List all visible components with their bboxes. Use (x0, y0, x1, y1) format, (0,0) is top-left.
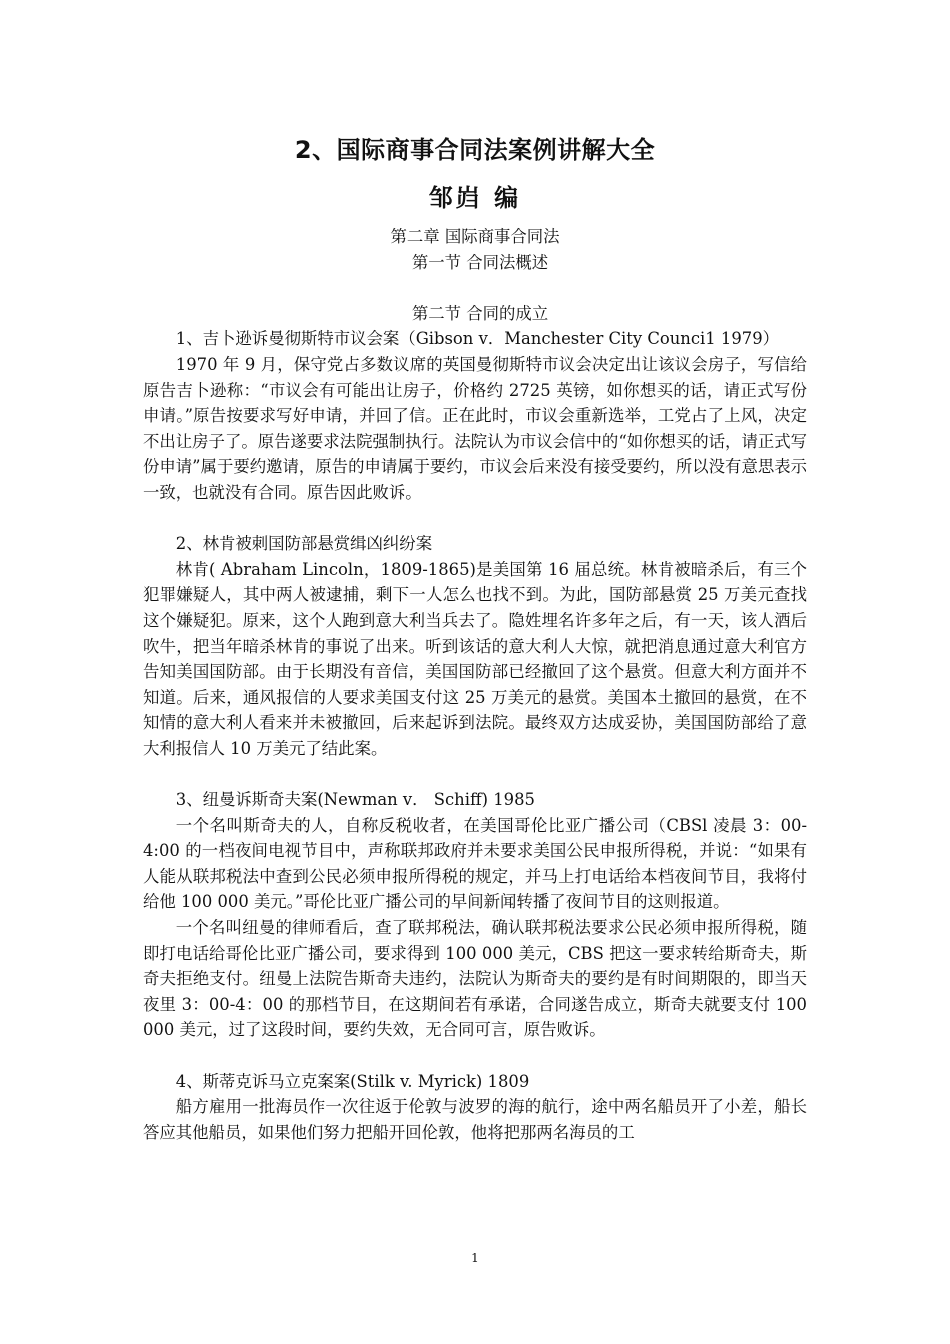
document-title: 2、国际商事合同法案例讲解大全 (294, 136, 656, 164)
case-paragraph: 船方雇用一批海员作一次往返于伦敦与波罗的海的航行，途中两名船员开了小差，船长答应其他船员，如果他们努力把船开回伦敦，他将把那两名海员的工 (143, 1097, 807, 1142)
blank-line (143, 761, 807, 787)
blank-line (143, 275, 807, 301)
case-title-1: 1、吉卜逊诉曼彻斯特市议会案（Gibson v．Manchester City Counci1 1979） (175, 329, 780, 349)
case-paragraph: 一个名叫纽曼的律师看后，查了联邦税法，确认联邦税法要求公民必须申报所得税，随即打电话给哥伦比亚广播公司，要求得到 100 000 美元，CBS 把这一要求转给斯奇夫，斯奇夫拒绝支付。纽曼上法院告斯奇夫违约，法院认为斯奇夫的要约是有时间期限的，即当天夜里 3：00-4：00 的那档节目，在这期间若有承诺，合同遂告成立，斯奇夫就要支付 100 000 美元，过了这段时间，要约失效，无合同可言，原告败诉。 (143, 918, 807, 1040)
section-heading-1: 第一节 合同法概述 (411, 252, 549, 272)
chapter-heading: 第二章 国际商事合同法 (390, 227, 560, 246)
document-body (143, 224, 807, 1145)
section-heading-2: 第二节 合同的成立 (411, 303, 549, 323)
case-title-4: 4、斯蒂克诉马立克案案(Stilk v. Myrick) 1809 (175, 1071, 530, 1091)
case-title-2: 2、林肯被刺国防部悬赏缉凶纠纷案 (175, 534, 433, 554)
case-title-3: 3、纽曼诉斯奇夫案(Newman v． Schiff) 1985 (175, 790, 535, 810)
blank-line (143, 1043, 807, 1069)
blank-line (143, 506, 807, 532)
case-paragraph: 林肯( Abraham Lincoln，1809-1865)是美国第 16 届总统。林肯被暗杀后，有三个犯罪嫌疑人，其中两人被逮捕，剩下一人怎么也找不到。为此，国防部悬赏 25 万美元查找这个嫌疑犯。原来，这个人跑到意大利当兵去了。隐姓埋名许多年之后，有一天，该人酒后吹牛，把当年暗杀林肯的事说了出来。听到该话的意大利人大惊，就把消息通过意大利官方告知美国国防部。由于长期没有音信，美国国防部已经撤回了这个悬赏。但意大利方面并不知道。后来，通风报信的人要求美国支付这 25 万美元的悬赏。美国本土撤回的悬赏，在不知情的意大利人看来并未被撤回，后来起诉到法院。最终双方达成妥协，美国国防部给了意大利报信人 10 万美元了结此案。 (143, 559, 807, 758)
case-paragraph: 一个名叫斯奇夫的人，自称反税收者，在美国哥伦比亚广播公司（CBSl 凌晨 3：00-4:00 的一档夜间电视节目中，声称联邦政府并未要求美国公民申报所得税，并说：“如果有人能从联邦税法中查到公民必须申报所得税的规定，并马上打电话给本档夜间节目，我将付给他 100 000 美元。”哥伦比亚广播公司的早间新闻转播了夜间节目的这则报道。 (143, 815, 807, 912)
document-author: 邹岿 编 (428, 184, 522, 212)
page-number: 1 (471, 1251, 479, 1265)
case-paragraph: 1970 年 9 月，保守党占多数议席的英国曼彻斯特市议会决定出让该议会房子，写信给原告吉卜逊称：“市议会有可能出让房子，价格约 2725 英镑，如你想买的话，请正式写份申请。”原告按要求写好申请，并回了信。正在此时，市议会重新选举，工党占了上风，决定不出让房子了。原告遂要求法院强制执行。法院认为市议会信中的“如你想买的话，请正式写份申请”属于要约邀请，原告的申请属于要约，市议会后来没有接受要约，所以没有意思表示一致，也就没有合同。原告因此败诉。 (143, 354, 808, 502)
